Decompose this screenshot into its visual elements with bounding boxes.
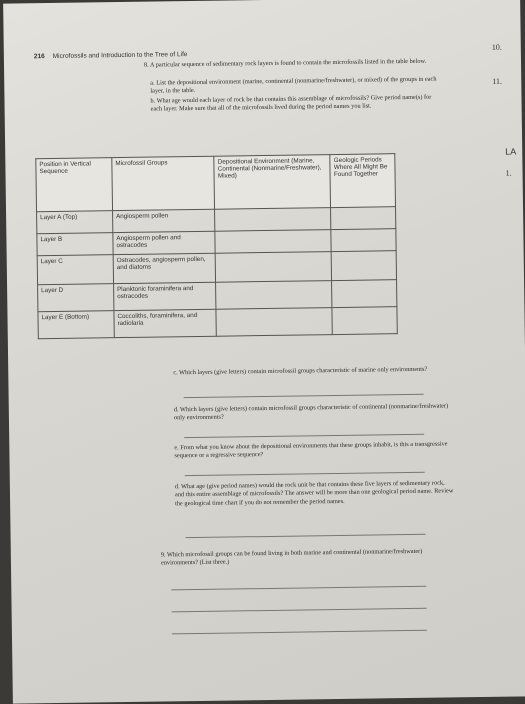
row-environment-cell[interactable] [216, 281, 332, 310]
row-environment-cell[interactable] [215, 208, 331, 232]
row-groups: Ostracodes, angiosperm pollen, and diatoms [113, 253, 216, 283]
header-groups: Microfossil Groups [112, 156, 215, 210]
row-groups: Angiosperm pollen and ostracodes [113, 231, 216, 254]
answer-line[interactable] [184, 394, 424, 398]
table-row [38, 307, 397, 339]
table-header-row [36, 154, 396, 212]
side-number-11: 11. [492, 76, 503, 86]
row-environment-cell[interactable] [216, 308, 332, 337]
row-position: Layer A (Top) [37, 211, 113, 234]
answer-line[interactable] [171, 586, 426, 591]
chapter-title: Microfossils and Introduction to the Tree of Life [52, 51, 188, 60]
row-environment-cell[interactable] [215, 230, 331, 254]
row-groups: Coccoliths, foraminifera, and radiolaria [114, 309, 217, 337]
row-position: Layer C [37, 255, 113, 285]
question-8d: d. Which layers (give letters) contain microfossil groups characteristic of continental (nonmarine/freshwater) only environments? [173, 402, 449, 422]
question-8c: c. Which layers (give letters) contain microfossil groups characteristic of marine only environments? [173, 365, 428, 377]
row-position: Layer E (Bottom) [38, 311, 114, 339]
microfossil-table [35, 153, 397, 339]
side-number-10: 10. [491, 42, 502, 52]
header-position: Position in Vertical Sequence [36, 158, 113, 212]
row-periods-cell[interactable] [332, 280, 397, 308]
row-periods-cell[interactable] [332, 251, 397, 281]
question-8e: e. From what you know about the depositional environments that these groups inhabit, is this a transgressive sequence or a regressive sequence? [174, 440, 448, 460]
row-periods-cell[interactable] [332, 307, 397, 335]
row-periods-cell[interactable] [331, 207, 396, 230]
page-header [34, 51, 188, 60]
question-8-intro: 8. A particular sequence of sedimentary rock layers is found to contain the microfossils listed in the table below. [143, 57, 427, 69]
side-label-la: LA [505, 146, 517, 157]
side-number-1: 1. [505, 168, 512, 178]
row-position: Layer B [37, 233, 113, 256]
answer-line[interactable] [172, 630, 427, 635]
answer-line[interactable] [172, 608, 427, 613]
question-8d-age: d. What age (give period names) would the rock unit be that contains these five layers of sedimentary rock, and this entire assemblage of microfossils? The answer will be more than one geological period name. Review the geological time chart if you do not remember the period names. [174, 479, 454, 508]
row-position: Layer D [38, 284, 114, 312]
textbook-page [3, 0, 525, 704]
header-periods: Geologic Periods Where All Might Be Found Together [330, 154, 395, 208]
question-8a: a. List the depositional environment (marine, continental (nonmarine/freshwater), or mixed) of the groups in each layer, in the table. [150, 75, 437, 96]
question-8b: b. What age would each layer of rock be that contains this assemblage of microfossils? Give period name(s) for each layer. Make sure that all of the microfossils lived during the period names you list. [150, 93, 432, 114]
header-environment: Depositional Environment (Marine, Continental (Nonmarine/Freshwater), Mixed) [214, 155, 331, 210]
row-periods-cell[interactable] [331, 229, 396, 252]
answer-line[interactable] [186, 534, 426, 538]
row-groups: Planktonic foraminifera and ostracodes [113, 282, 216, 310]
row-environment-cell[interactable] [216, 252, 332, 283]
answer-line[interactable] [184, 434, 424, 438]
answer-line[interactable] [185, 472, 425, 476]
row-groups: Angiosperm pollen [112, 209, 215, 232]
question-9: 9. Which microfossil groups can be found living in both marine and continental (nonmarine/freshwater) environments? (List three.) [160, 547, 423, 567]
page-number: 216 [33, 53, 45, 61]
